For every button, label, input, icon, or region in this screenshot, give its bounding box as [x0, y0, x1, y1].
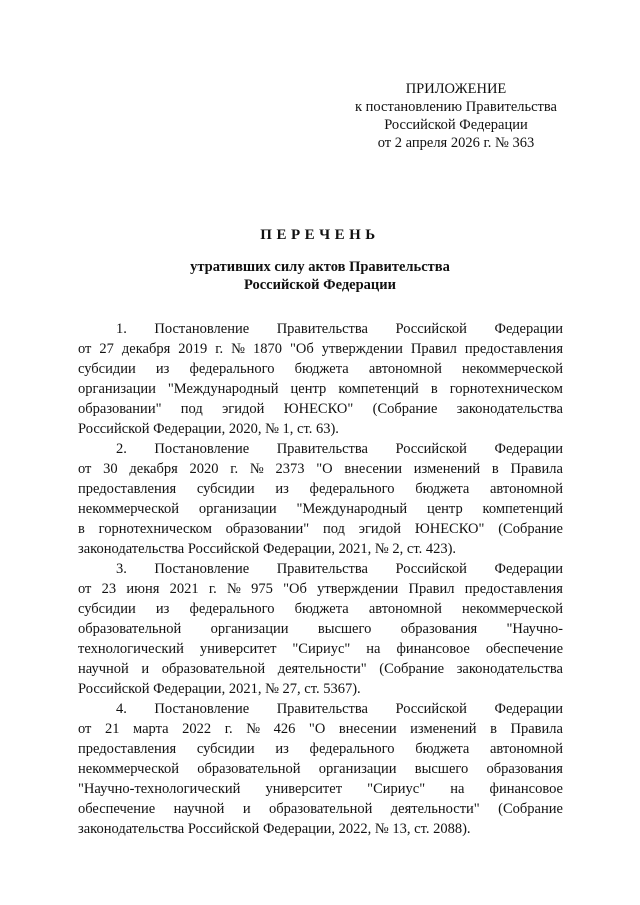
word: научной	[78, 661, 129, 677]
item-line	[78, 399, 563, 419]
word: университет	[199, 641, 277, 657]
word: Постановление	[154, 701, 250, 717]
word: образования	[486, 761, 563, 777]
item-line	[78, 739, 563, 759]
word: предоставления	[464, 341, 563, 357]
word: Правил	[408, 581, 455, 597]
word: изменений	[410, 721, 477, 737]
list-item	[78, 559, 563, 699]
word: высшего	[317, 621, 372, 637]
word: 975	[251, 581, 273, 597]
word: "Международный	[296, 501, 408, 517]
item-line	[78, 319, 563, 339]
word: "Об	[283, 581, 307, 597]
word: организации	[198, 501, 277, 517]
word: "Об	[289, 341, 314, 357]
annex-header	[336, 80, 576, 152]
item-line	[78, 379, 563, 399]
word: внесении	[338, 721, 397, 737]
word: из	[275, 741, 289, 757]
word: бюджета	[415, 481, 470, 497]
word: от	[78, 461, 92, 477]
word: обеспечение	[485, 641, 563, 657]
list-item	[78, 699, 563, 839]
word: финансовое	[489, 781, 563, 797]
item-line: Российской Федерации, 2021, № 27, ст. 5367).	[78, 681, 361, 697]
word: организации	[318, 761, 397, 777]
word: образовательной	[197, 761, 301, 777]
word: в	[490, 721, 497, 737]
item-line	[78, 619, 563, 639]
word: 2022	[182, 721, 212, 737]
word: обеспечение	[78, 801, 156, 817]
word: субсидии	[196, 481, 255, 497]
word: некоммерческой	[461, 601, 563, 617]
item-line	[78, 599, 563, 619]
word: компетенций	[482, 501, 563, 517]
word: г.	[215, 341, 224, 357]
word: технологический	[78, 641, 184, 657]
word: (Собрание	[379, 661, 445, 677]
word: 27	[99, 341, 114, 357]
word: ЮНЕСКО"	[414, 521, 485, 537]
word: "Сириус"	[292, 641, 351, 657]
word: №	[231, 341, 245, 357]
word: субсидии	[78, 601, 136, 617]
word: субсидии	[196, 741, 255, 757]
word: предоставления	[78, 741, 177, 757]
word: некоммерческой	[78, 761, 179, 777]
word: на	[450, 781, 465, 797]
word: образовательной	[161, 661, 266, 677]
item-line	[78, 719, 563, 739]
word: Федерации	[494, 441, 563, 457]
word: бюджета	[294, 601, 349, 617]
item-line	[78, 699, 563, 719]
item-line	[78, 799, 563, 819]
word: из	[155, 601, 170, 617]
word: федерального	[309, 481, 395, 497]
word: июня	[126, 581, 160, 597]
word: и	[141, 661, 150, 677]
word: внесении	[344, 461, 403, 477]
word: некоммерческой	[461, 361, 563, 377]
word: Российской	[395, 561, 467, 577]
word: законодательства	[456, 401, 563, 417]
word: Постановление	[154, 561, 250, 577]
word: 426	[273, 721, 296, 737]
word: горнотехническом	[449, 381, 563, 397]
word: высшего	[414, 761, 469, 777]
word: научной	[173, 801, 225, 817]
word: №	[246, 721, 261, 737]
item-line: законодательства Российской Федерации, 2021, № 2, ст. 423).	[78, 541, 457, 557]
annex-date-number: от 2 апреля 2026 г. № 363	[377, 135, 535, 151]
word: законодательства	[456, 661, 563, 677]
word: 2019	[178, 341, 208, 357]
annex-label: ПРИЛОЖЕНИЕ	[405, 81, 507, 97]
word: Постановление	[154, 321, 250, 337]
word: утверждении	[317, 581, 399, 597]
word: 1.	[116, 321, 127, 337]
word: бюджета	[294, 361, 349, 377]
word: 21	[104, 721, 120, 737]
word: федерального	[189, 361, 275, 377]
word: центр	[290, 381, 327, 397]
word: "О	[316, 461, 333, 477]
word: из	[275, 481, 289, 497]
word: автономной	[368, 601, 442, 617]
word: автономной	[490, 741, 563, 757]
word: эгидой	[222, 401, 265, 417]
subtitle-line: Российской Федерации	[243, 277, 396, 293]
word: в	[491, 461, 499, 477]
title-block	[0, 227, 640, 294]
word: декабря	[121, 341, 171, 357]
word: деятельности"	[390, 801, 480, 817]
item-line	[78, 759, 563, 779]
document-title: ПЕРЕЧЕНЬ	[260, 227, 380, 243]
annex-authority: Российской Федерации	[384, 117, 528, 133]
word: г.	[224, 721, 233, 737]
word: из	[155, 361, 170, 377]
list-item	[78, 319, 563, 439]
word: образовании"	[225, 521, 310, 537]
word: 2.	[116, 441, 127, 457]
word: 23	[101, 581, 117, 597]
item-line	[78, 639, 563, 659]
word: Российской	[395, 701, 467, 717]
word: (Собрание	[372, 401, 438, 417]
word: изменений	[413, 461, 481, 477]
word: образовательной	[78, 621, 182, 637]
item-line	[78, 559, 563, 579]
word: под	[180, 401, 203, 417]
item-line	[78, 359, 563, 379]
word: образовательной	[269, 801, 373, 817]
word: предоставления	[78, 481, 177, 497]
word: бюджета	[415, 741, 470, 757]
word: "О	[308, 721, 326, 737]
word: 2020	[189, 461, 219, 477]
word: от	[78, 581, 92, 597]
item-line	[78, 479, 563, 499]
word: "Международный	[167, 381, 279, 397]
word: под	[322, 521, 345, 537]
word: 3.	[116, 561, 127, 577]
word: на	[366, 641, 381, 657]
word: Правительства	[276, 441, 368, 457]
acts-list	[78, 319, 563, 839]
word: Российской	[395, 441, 467, 457]
word: г.	[230, 461, 239, 477]
annex-reference: к постановлению Правительства	[355, 99, 557, 115]
word: от	[78, 341, 92, 357]
word: "Научно-	[506, 621, 563, 637]
word: (Собрание	[498, 521, 563, 537]
word: марта	[133, 721, 169, 737]
word: Федерации	[494, 561, 563, 577]
item-line: Российской Федерации, 2020, № 1, ст. 63).	[78, 421, 339, 437]
word: эгидой	[358, 521, 402, 537]
item-line	[78, 519, 563, 539]
item-line	[78, 779, 563, 799]
word: в	[430, 381, 438, 397]
word: Федерации	[494, 321, 563, 337]
word: образования	[400, 621, 478, 637]
word: компетенций	[338, 381, 419, 397]
subtitle-line: утративших силу актов Правительства	[190, 259, 450, 275]
item-line	[78, 339, 563, 359]
word: автономной	[368, 361, 442, 377]
word: некоммерческой	[78, 501, 179, 517]
item-line	[78, 659, 563, 679]
word: Федерации	[494, 701, 563, 717]
item-line	[78, 579, 563, 599]
word: университет	[265, 781, 343, 797]
word: федерального	[189, 601, 275, 617]
word: Правила	[510, 461, 563, 477]
word: ЮНЕСКО"	[283, 401, 354, 417]
word: организации	[78, 381, 156, 397]
item-line	[78, 459, 563, 479]
word: г.	[208, 581, 217, 597]
word: в	[78, 521, 85, 537]
word: финансовое	[396, 641, 470, 657]
word: №	[227, 581, 241, 597]
word: Правительства	[276, 561, 368, 577]
word: 4.	[116, 701, 127, 717]
word: декабря	[129, 461, 178, 477]
word: 1870	[252, 341, 282, 357]
word: Постановление	[154, 441, 250, 457]
document-subtitle	[0, 258, 640, 294]
word: Российской	[395, 321, 467, 337]
item-line	[78, 499, 563, 519]
word: центр	[426, 501, 463, 517]
word: от	[78, 721, 92, 737]
word: Правил	[410, 341, 457, 357]
word: субсидии	[78, 361, 136, 377]
word: Правительства	[276, 701, 368, 717]
word: автономной	[490, 481, 563, 497]
word: Правительства	[276, 321, 368, 337]
word: горнотехническом	[98, 521, 212, 537]
word: утверждении	[321, 341, 403, 357]
word: предоставления	[464, 581, 563, 597]
word: Правила	[510, 721, 563, 737]
word: образовании"	[78, 401, 162, 417]
word: "Научно-технологический	[78, 781, 241, 797]
word: федерального	[309, 741, 395, 757]
word: и	[242, 801, 251, 817]
word: (Собрание	[498, 801, 563, 817]
word: 2373	[275, 461, 305, 477]
item-line	[78, 439, 563, 459]
word: организации	[210, 621, 289, 637]
word: 2021	[169, 581, 199, 597]
word: №	[249, 461, 264, 477]
word: "Сириус"	[367, 781, 426, 797]
word: 30	[103, 461, 118, 477]
item-line: законодательства Российской Федерации, 2022, № 13, ст. 2088).	[78, 821, 471, 837]
word: деятельности"	[277, 661, 367, 677]
list-item	[78, 439, 563, 559]
